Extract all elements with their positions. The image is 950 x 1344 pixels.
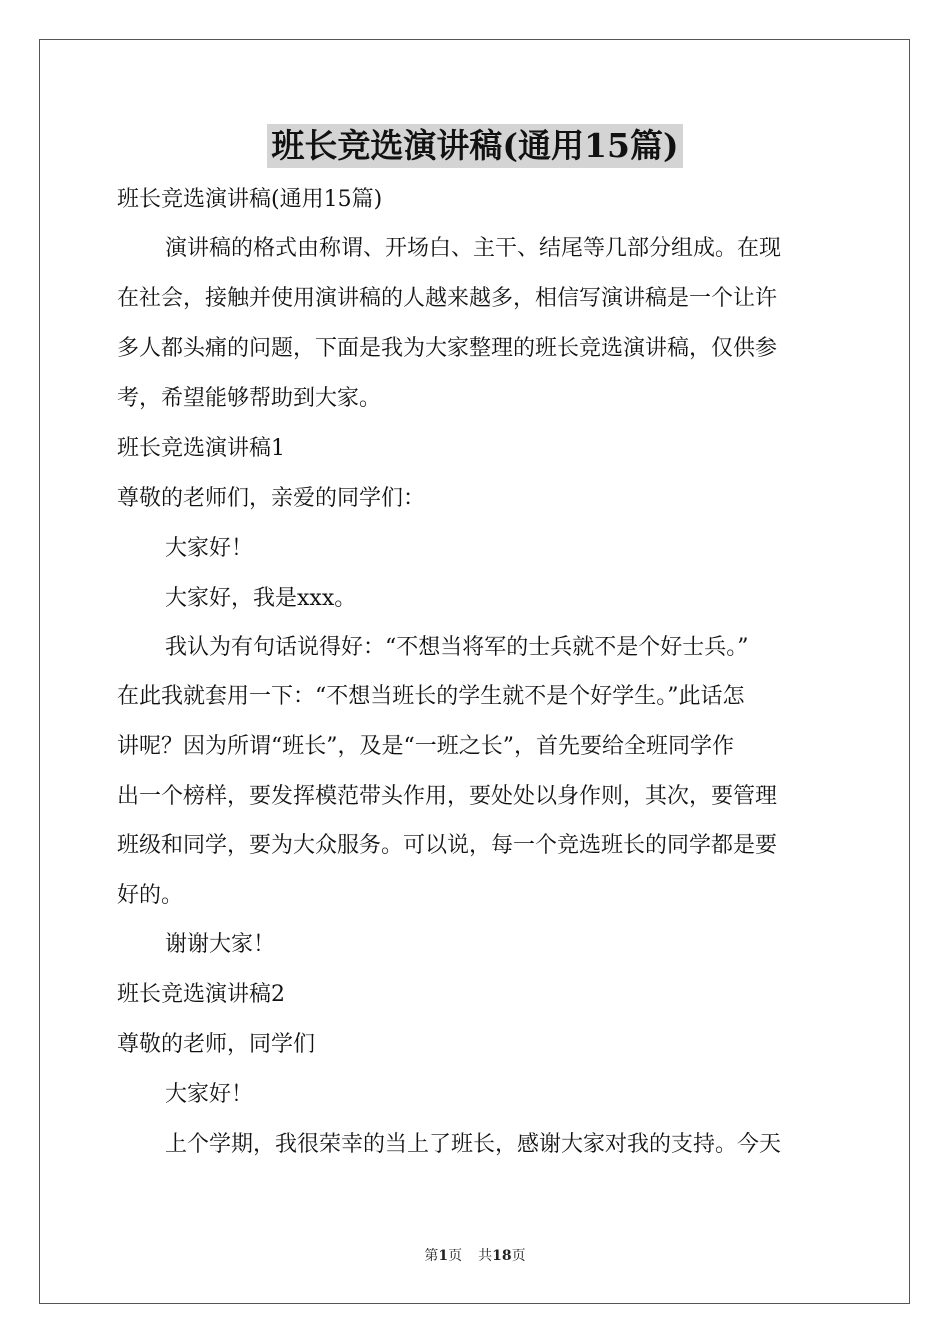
intro-line: 多人都头痛的问题，下面是我为大家整理的班长竞选演讲稿，仅供参 xyxy=(117,336,778,361)
page-suffix: 页 xyxy=(448,1248,463,1264)
document-title: 班长竞选演讲稿(通用15篇) xyxy=(267,124,682,168)
body-line: 好的。 xyxy=(117,883,184,908)
salutation: 尊敬的老师，同学们 xyxy=(117,1032,316,1057)
page-total: 18 xyxy=(492,1248,512,1264)
total-prefix: 共 xyxy=(478,1248,493,1264)
self-introduction: 大家好，我是xxx。 xyxy=(165,586,357,611)
body-line: 出一个榜样，要发挥模范带头作用，要处处以身作则，其次，要管理 xyxy=(117,784,778,809)
page-footer xyxy=(0,1246,950,1266)
body-line: 班级和同学，要为大众服务。可以说，每一个竞选班长的同学都是要 xyxy=(117,833,778,858)
page-frame xyxy=(39,39,910,1304)
page-current: 1 xyxy=(438,1248,449,1264)
title-container xyxy=(0,124,950,168)
body-line: 我认为有句话说得好：“不想当将军的士兵就不是个好士兵。” xyxy=(165,635,749,660)
intro-line: 考，希望能够帮助到大家。 xyxy=(117,386,382,411)
section-heading: 班长竞选演讲稿1 xyxy=(117,436,285,461)
section-heading: 班长竞选演讲稿2 xyxy=(117,982,285,1007)
greeting: 大家好！ xyxy=(165,1082,254,1107)
document-subtitle: 班长竞选演讲稿(通用15篇) xyxy=(117,187,383,212)
intro-line: 演讲稿的格式由称谓、开场白、主干、结尾等几部分组成。在现 xyxy=(165,236,782,261)
intro-line: 在社会，接触并使用演讲稿的人越来越多，相信写演讲稿是一个让许 xyxy=(117,286,778,311)
closing: 谢谢大家！ xyxy=(165,932,276,957)
greeting: 大家好！ xyxy=(165,536,254,561)
page-prefix: 第 xyxy=(424,1248,439,1264)
total-suffix: 页 xyxy=(511,1248,526,1264)
body-line: 在此我就套用一下：“不想当班长的学生就不是个好学生。”此话怎 xyxy=(117,684,745,709)
body-line: 讲呢？因为所谓“班长”，及是“一班之长”，首先要给全班同学作 xyxy=(117,734,734,759)
body-line: 上个学期，我很荣幸的当上了班长，感谢大家对我的支持。今天 xyxy=(165,1132,782,1157)
salutation: 尊敬的老师们，亲爱的同学们： xyxy=(117,486,426,511)
